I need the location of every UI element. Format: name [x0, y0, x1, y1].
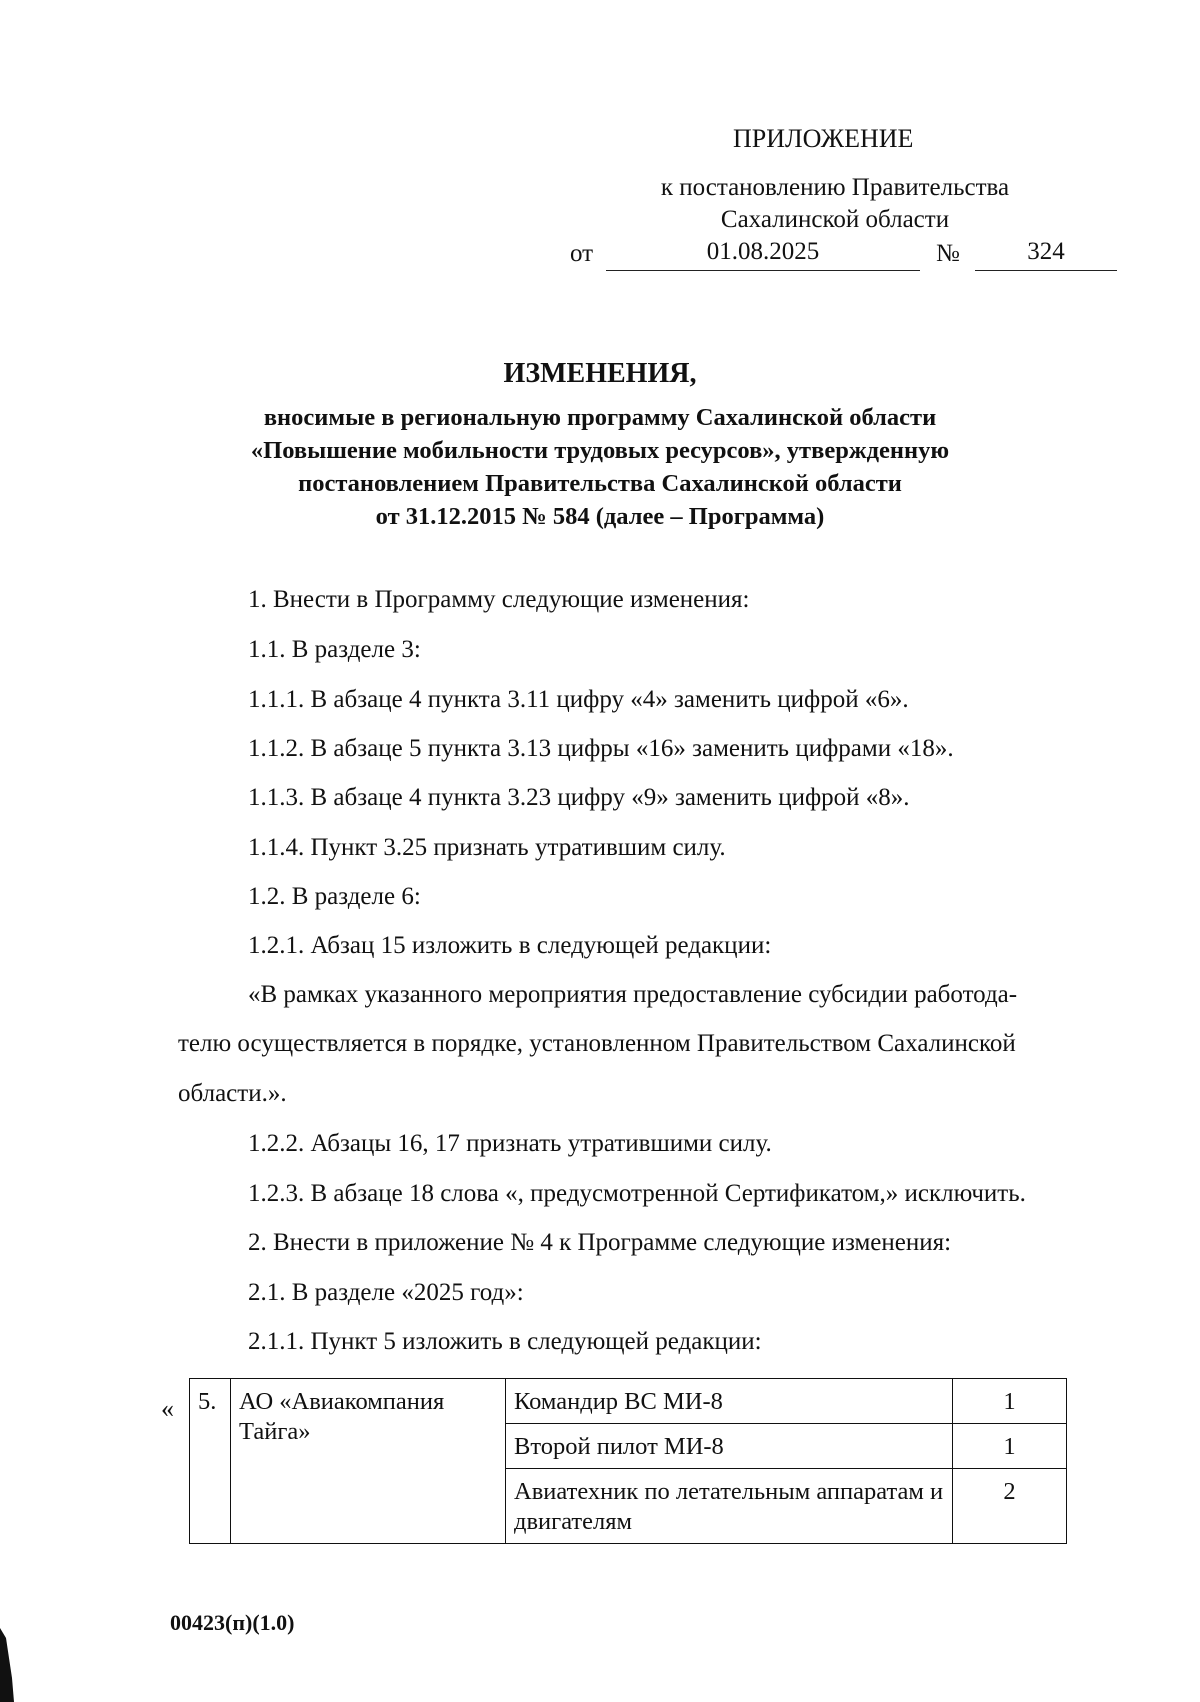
paragraph-1-1-2: 1.1.2. В абзаце 5 пункта 3.13 цифры «16» заменить цифрами «18».	[248, 735, 954, 762]
title-subline-1: вносимые в региональную программу Сахалинской области	[263, 404, 937, 431]
quoted-paragraph-line-2: телю осуществляется в порядке, установленном Правительством Сахалинской	[178, 1030, 1016, 1057]
position-cell: Авиатехник по летательным аппаратам и двигателям	[506, 1469, 953, 1544]
paragraph-2-1: 2.1. В разделе «2025 год»:	[248, 1279, 524, 1306]
paragraph-2-1-1: 2.1.1. Пункт 5 изложить в следующей редакции:	[248, 1328, 762, 1355]
changes-title: ИЗМЕНЕНИЯ,	[503, 358, 697, 389]
position-cell: Командир ВС МИ-8	[506, 1379, 953, 1424]
appendix-line-2: Сахалинской области	[720, 206, 950, 233]
paragraph-1-2: 1.2. В разделе 6:	[248, 883, 421, 910]
quoted-paragraph-line-1: «В рамках указанного мероприятия предоставление субсидии работода-	[248, 981, 1018, 1008]
document-date: 01.08.2025	[706, 238, 820, 265]
table-opening-quote: «	[161, 1394, 174, 1423]
positions-table	[189, 1378, 1067, 1544]
quoted-paragraph-line-3: области.».	[178, 1080, 287, 1107]
count-cell: 1	[953, 1379, 1067, 1424]
organization-cell: АО «Авиакомпания Тайга»	[231, 1379, 506, 1544]
table-row	[190, 1379, 1067, 1424]
paragraph-1-1-4: 1.1.4. Пункт 3.25 признать утратившим силу.	[248, 834, 726, 861]
paragraph-1-2-3: 1.2.3. В абзаце 18 слова «, предусмотренной Сертификатом,» исключить.	[248, 1180, 1026, 1207]
title-subline-2: «Повышение мобильности трудовых ресурсов», утвержденную	[250, 437, 950, 464]
form-code: 00423(п)(1.0)	[170, 1610, 295, 1635]
paragraph-1-2-1: 1.2.1. Абзац 15 изложить в следующей редакции:	[248, 932, 772, 959]
row-number-cell: 5.	[190, 1379, 231, 1544]
paragraph-1-1-1: 1.1.1. В абзаце 4 пункта 3.11 цифру «4» заменить цифрой «6».	[248, 686, 909, 713]
paragraph-1-1-3: 1.1.3. В абзаце 4 пункта 3.23 цифру «9» заменить цифрой «8».	[248, 784, 910, 811]
appendix-line-1: к постановлению Правительства	[660, 174, 1010, 201]
paragraph-1: 1. Внести в Программу следующие изменения:	[248, 586, 750, 613]
count-cell: 2	[953, 1469, 1067, 1544]
document-number: 324	[1027, 238, 1065, 265]
paragraph-1-2-2: 1.2.2. Абзацы 16, 17 признать утратившими силу.	[248, 1130, 772, 1157]
title-subline-4: от 31.12.2015 № 584 (далее – Программа)	[375, 503, 825, 530]
count-cell: 1	[953, 1424, 1067, 1469]
scan-edge-mark	[0, 1628, 14, 1702]
paragraph-2: 2. Внести в приложение № 4 к Программе следующие изменения:	[248, 1229, 952, 1256]
position-cell: Второй пилот МИ-8	[506, 1424, 953, 1469]
appendix-heading: ПРИЛОЖЕНИЕ	[733, 124, 914, 153]
number-sign-label: №	[936, 240, 960, 267]
date-prefix-label: от	[570, 240, 594, 267]
title-subline-3: постановлением Правительства Сахалинской области	[298, 470, 902, 497]
paragraph-1-1: 1.1. В разделе 3:	[248, 636, 421, 663]
